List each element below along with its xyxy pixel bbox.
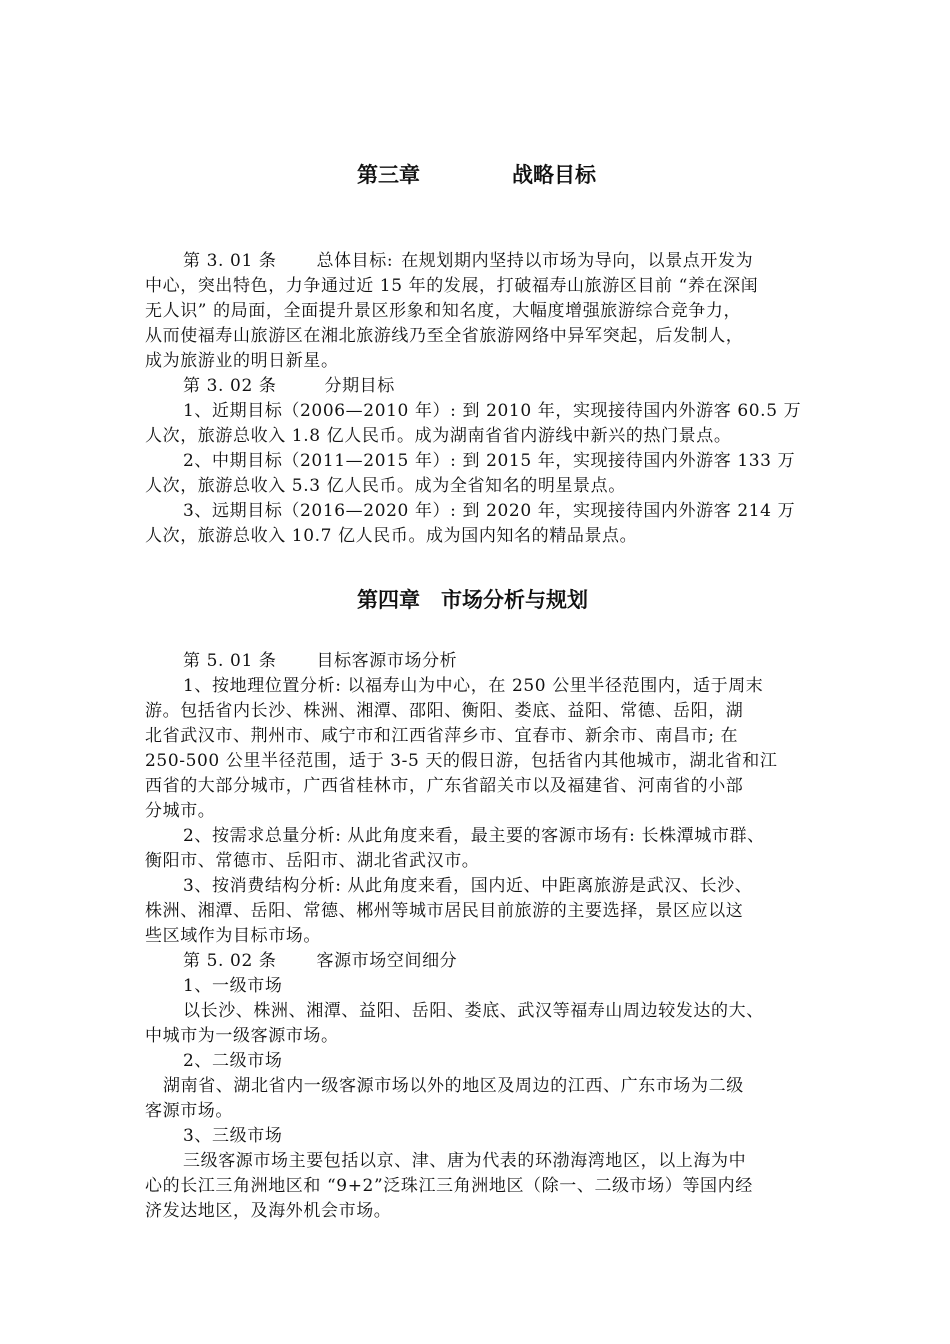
text-line: 250-500 公里半径范围，适于 3-5 天的假日游，包括省内其他城市，湖北省和江 <box>145 751 778 771</box>
text-line: 济发达地区，及海外机会市场。 <box>145 1201 392 1221</box>
text-line: 1、按地理位置分析: 以福寿山为中心，在 250 公里半径范围内，适于周末 <box>183 676 764 696</box>
article-3-01-line <box>183 249 753 274</box>
chapter3-number: 第三章 <box>357 163 420 187</box>
text-line: 人次，旅游总收入 10.7 亿人民币。成为国内知名的精品景点。 <box>145 526 638 546</box>
article-title: 总体目标: <box>316 251 394 271</box>
text-line: 北省武汉市、荆州市、咸宁市和江西省萍乡市、宜春市、新余市、南昌市; 在 <box>145 726 739 746</box>
article-title: 目标客源市场分析 <box>316 651 458 671</box>
text-line: 从而使福寿山旅游区在湘北旅游线乃至全省旅游网络中异军突起，后发制人， <box>145 326 744 346</box>
text-line: 以长沙、株洲、湘潭、益阳、岳阳、娄底、武汉等福寿山周边较发达的大、 <box>183 1001 764 1021</box>
text-line: 人次，旅游总收入 1.8 亿人民币。成为湖南省省内游线中新兴的热门景点。 <box>145 426 732 446</box>
chapter3-heading <box>357 160 596 190</box>
text-line: 三级客源市场主要包括以京、津、唐为代表的环渤海湾地区，以上海为中 <box>183 1151 747 1171</box>
text-line: 衡阳市、常德市、岳阳市、湖北省武汉市。 <box>145 851 480 871</box>
chapter3-title: 战略目标 <box>512 163 596 187</box>
text-line: 2、按需求总量分析: 从此角度来看，最主要的客源市场有: 长株潭城市群、 <box>183 826 765 846</box>
text-line: 客源市场。 <box>145 1101 233 1121</box>
chapter4-title: 市场分析与规划 <box>441 588 588 612</box>
article-label: 第 3. 01 条 <box>183 251 277 271</box>
chapter4-heading <box>357 585 588 615</box>
text-line: 中城市为一级客源市场。 <box>145 1026 339 1046</box>
text-line: 分城市。 <box>145 801 216 821</box>
text-line: 心的长江三角洲地区和 “9+2”泛珠江三角洲地区（除一、二级市场）等国内经 <box>145 1176 753 1196</box>
article-label: 第 5. 01 条 <box>183 651 277 671</box>
subheading: 1、一级市场 <box>183 976 283 996</box>
text-line: 游。包括省内长沙、株洲、湘潭、邵阳、衡阳、娄底、益阳、常德、岳阳，湖 <box>145 701 744 721</box>
text-line: 中心，突出特色，力争通过近 15 年的发展，打破福寿山旅游区目前 “养在深闺 <box>145 276 759 296</box>
subheading: 3、三级市场 <box>183 1126 283 1146</box>
article-5-02-line <box>183 949 457 974</box>
text-line: 湖南省、湖北省内一级客源市场以外的地区及周边的江西、广东市场为二级 <box>163 1076 744 1096</box>
text-line: 3、远期目标（2016—2020 年）: 到 2020 年，实现接待国内外游客 214 万 <box>183 501 796 521</box>
article-5-01-line <box>183 649 457 674</box>
chapter4-number: 第四章 <box>357 588 420 612</box>
text-line: 无人识” 的局面，全面提升景区形象和知名度，大幅度增强旅游综合竞争力， <box>145 301 742 321</box>
article-label: 第 5. 02 条 <box>183 951 277 971</box>
article-title: 分期目标 <box>324 376 395 396</box>
text-line: 成为旅游业的明日新星。 <box>145 351 339 371</box>
text-line: 3、按消费结构分析: 从此角度来看，国内近、中距离旅游是武汉、长沙、 <box>183 876 753 896</box>
text-line: 些区域作为目标市场。 <box>145 926 321 946</box>
article-3-02-line <box>183 374 395 399</box>
article-label: 第 3. 02 条 <box>183 376 277 396</box>
text-line: 人次，旅游总收入 5.3 亿人民币。成为全省知名的明星景点。 <box>145 476 626 496</box>
article-title: 客源市场空间细分 <box>316 951 458 971</box>
text-line: 2、中期目标（2011—2015 年）: 到 2015 年，实现接待国内外游客 133 万 <box>183 451 796 471</box>
text-line: 1、近期目标（2006—2010 年）: 到 2010 年，实现接待国内外游客 60.5 万 <box>183 401 802 421</box>
article-text: 在规划期内坚持以市场为导向，以景点开发为 <box>401 251 754 271</box>
text-line: 西省的大部分城市，广西省桂林市，广东省韶关市以及福建省、河南省的小部 <box>145 776 744 796</box>
text-line: 株洲、湘潭、岳阳、常德、郴州等城市居民目前旅游的主要选择，景区应以这 <box>145 901 744 921</box>
subheading: 2、二级市场 <box>183 1051 283 1071</box>
